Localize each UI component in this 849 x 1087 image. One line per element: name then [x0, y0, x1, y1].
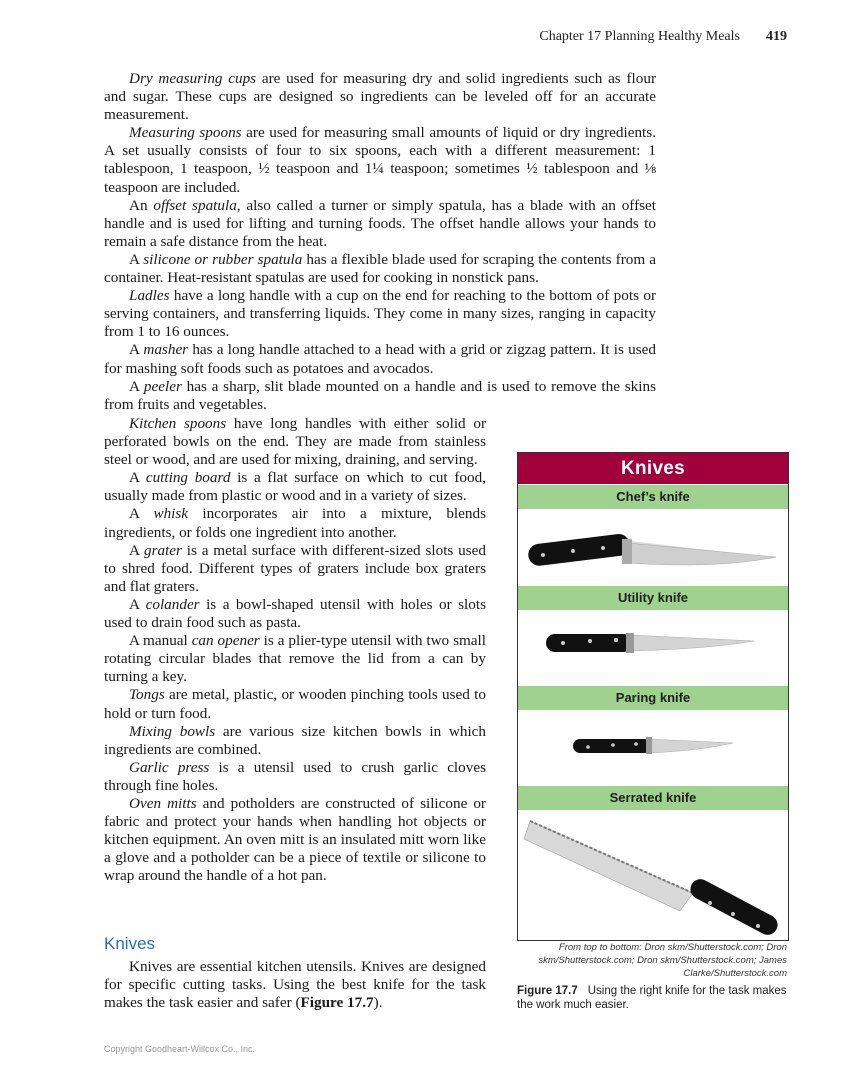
- paragraph-text: is a utensil used to crush garlic cloves through fine holes.: [104, 758, 486, 794]
- paragraph-text: have long handles with either solid or perforated bowls on the end. They are made from stainless steel or wood, and are used for mixing, draining, and serving.: [104, 415, 486, 469]
- term: offset spatula: [153, 196, 237, 214]
- paragraph-lead: A: [129, 595, 146, 613]
- paragraph-text: is a metal surface with different-sized slots used to shred food. Different types of graters include box graters and flat graters.: [104, 541, 486, 595]
- paragraph-lead: A manual: [129, 632, 192, 650]
- figure-title: Knives: [518, 453, 788, 484]
- knives-text: Knives are essential kitchen utensils. Knives are designed for specific cutting tasks. Using the best knife for the task makes the task easier and safer (: [104, 958, 486, 1012]
- paragraphs_wide-paragraph: [104, 378, 656, 414]
- figure-knives: [517, 452, 789, 941]
- paragraph-text: are various size kitchen bowls in which ingredients are combined.: [104, 722, 486, 758]
- paragraph-text: has a sharp, slit blade mounted on a handle and is used to remove the skins from fruits and vegetables.: [104, 377, 656, 413]
- paragraphs_narrow-paragraph: [104, 542, 486, 596]
- term: silicone or rubber spatula: [143, 250, 303, 268]
- paragraph-text: has a long handle attached to a head with a grid or zigzag pattern. It is used for mashing soft foods such as potatoes and avocados.: [104, 341, 656, 377]
- paragraph-lead: A: [129, 505, 154, 523]
- running-header: [539, 29, 787, 45]
- chapter-title: Chapter 17 Planning Healthy Meals: [539, 29, 740, 44]
- paragraphs_wide-paragraph: [104, 124, 656, 196]
- paragraphs_wide-paragraph: [104, 251, 656, 287]
- paragraphs_narrow-paragraph: [104, 795, 486, 885]
- term: Dry measuring cups: [129, 70, 257, 87]
- paragraph-text: is a bowl-shaped utensil with holes or slots used to drain food such as pasta.: [104, 595, 486, 632]
- figure-caption: [517, 984, 787, 1012]
- paragraphs_narrow-paragraph: [104, 723, 486, 759]
- chefs-knife-image: [518, 513, 788, 585]
- paragraphs_wide-paragraph: [104, 287, 656, 341]
- term: grater: [143, 541, 182, 559]
- paragraph-text: is a plier-type utensil with two small rotating circular blades that remove the lid from a can by turning a key.: [104, 632, 486, 686]
- paring-knife-image: [518, 731, 788, 761]
- paragraph-text: has a flexible blade used for scraping the contents from a container. Heat-resistant spatulas are used for cooking in nonstick pans.: [104, 250, 657, 287]
- term: Garlic press: [129, 758, 210, 776]
- paragraph-text: , also called a turner or simply spatula, has a blade with an offset handle and is used for lifting and turning foods. The offset handle allows your hands to remain a safe distance from the heat.: [104, 196, 656, 250]
- paragraph-lead: A: [129, 469, 146, 487]
- utility-knife-image: [518, 625, 788, 665]
- paragraphs_narrow-paragraph: [104, 632, 486, 686]
- paragraph-lead: A: [129, 377, 144, 395]
- paragraphs_narrow-paragraph: [104, 469, 486, 505]
- term: cutting board: [145, 469, 231, 487]
- term: whisk: [153, 505, 189, 523]
- paragraphs_narrow-paragraph: [104, 686, 486, 722]
- page-number: 419: [766, 29, 787, 44]
- paragraph-lead: A: [129, 341, 144, 359]
- paragraphs_narrow-paragraph: [104, 759, 486, 795]
- photo-credit: From top to bottom: Dron skm/Shutterstock.com; Dron skm/Shutterstock.com; Dron skm/Shutterstock.com; James Clarke/Shutterstock.com: [538, 942, 787, 979]
- paragraphs_wide-paragraph: [104, 341, 656, 377]
- paragraphs_wide-paragraph: [104, 197, 656, 251]
- paragraphs_narrow-paragraph: [104, 505, 486, 541]
- caption-label: Figure 17.7: [517, 985, 578, 997]
- paragraph-text: incorporates air into a mixture, blends ingredients, or folds one ingredient into another.: [104, 505, 486, 541]
- term: peeler: [143, 377, 182, 395]
- body-text-narrow: [104, 415, 486, 885]
- term: can opener: [191, 632, 260, 650]
- term: colander: [145, 595, 200, 613]
- term: Mixing bowls: [129, 722, 216, 740]
- knives-text-end: ).: [373, 994, 383, 1012]
- term: masher: [143, 341, 189, 359]
- paragraphs_narrow-paragraph: [104, 415, 486, 469]
- paragraph-text: have a long handle with a cup on the end for reaching to the bottom of pots or serving containers, and transferring liquids. They come in many sizes, ranging in capacity from 1 to 16 ounces.: [104, 287, 656, 341]
- section-heading-knives: Knives: [104, 934, 156, 953]
- paragraph-lead: A: [129, 250, 144, 268]
- paragraphs_narrow-paragraph: [104, 596, 486, 632]
- copyright-notice: Copyright Goodheart-Willcox Co., Inc.: [104, 1044, 256, 1054]
- term: Measuring spoons: [129, 124, 242, 142]
- term: Ladles: [129, 287, 170, 305]
- label-serrated-knife: Serrated knife: [518, 786, 788, 810]
- paragraph-text: and potholders are constructed of silicone or fabric and protect your hands when handling hot objects or kitchen equipment. An oven mitt is an insulated mitt worn like a glove and a potholder can be a piece of textile or silicone to wrap around the handle of a hot pan.: [104, 794, 486, 885]
- knives-paragraph: [104, 958, 486, 1012]
- paragraph-text: are used for measuring small amounts of liquid or dry ingredients. A set usually consists of four to six spoons, each with a different measurement: 1 tablespoon, 1 teaspoon, ½ teaspoon and 1¼ teaspoon; sometimes ½ tablespoon and ⅛ teaspoon are included.: [104, 124, 656, 196]
- paragraph-text: is a flat surface on which to cut food, usually made from plastic or wood and in a variety of sizes.: [104, 469, 486, 505]
- paragraph-lead: An: [129, 196, 154, 214]
- paragraphs_wide-paragraph: [104, 70, 656, 124]
- serrated-knife-image: [518, 813, 788, 938]
- caption-text: Using the right knife for the task makes the work much easier.: [517, 985, 787, 1011]
- term: Oven mitts: [129, 794, 197, 812]
- body-text-wide: [104, 70, 656, 414]
- paragraph-text: are metal, plastic, or wooden pinching tools used to hold or turn food.: [104, 686, 486, 722]
- paragraph-text: are used for measuring dry and solid ingredients such as flour and sugar. These cups are designed so ingredients can be leveled off for an accurate measurement.: [104, 70, 656, 124]
- paragraph-lead: A: [129, 541, 144, 559]
- term: Kitchen spoons: [129, 415, 227, 432]
- term: Tongs: [129, 686, 165, 704]
- label-chefs-knife: Chef’s knife: [518, 485, 788, 509]
- label-utility-knife: Utility knife: [518, 586, 788, 610]
- figure-reference: Figure 17.7: [300, 994, 374, 1012]
- label-paring-knife: Paring knife: [518, 686, 788, 710]
